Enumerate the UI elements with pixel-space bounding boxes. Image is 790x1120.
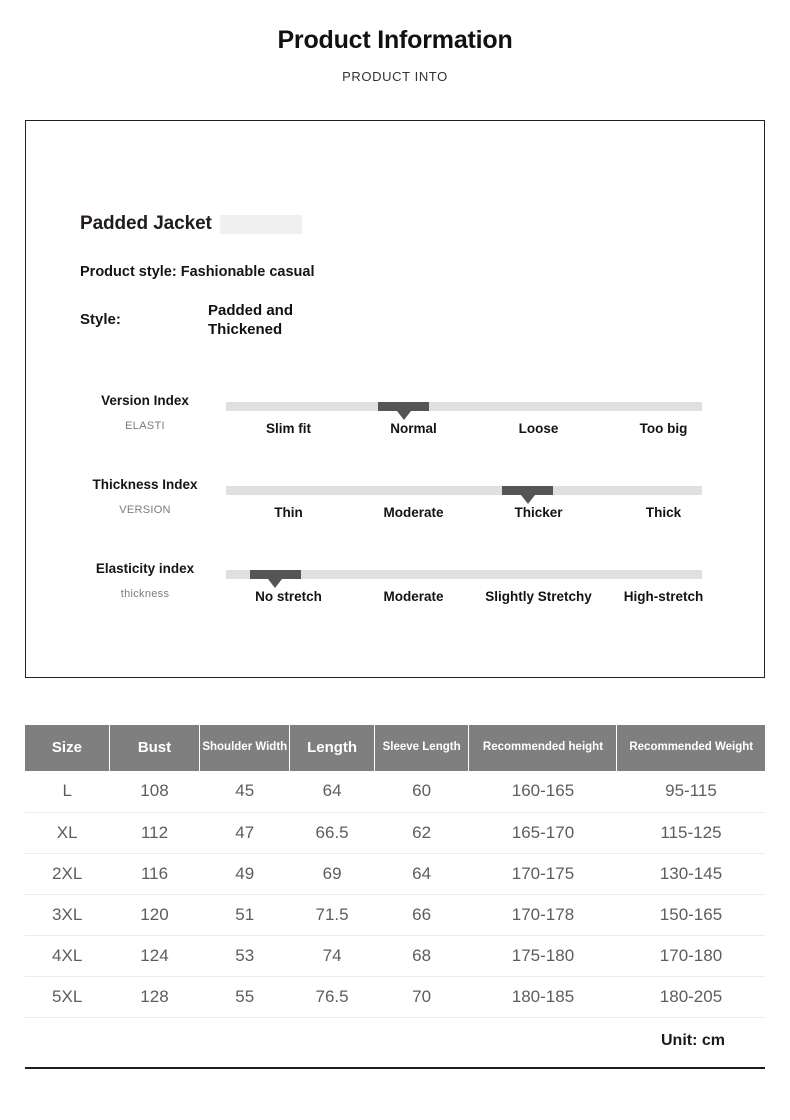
product-name-row — [80, 213, 302, 235]
table-cell: 64 — [374, 853, 469, 894]
table-cell: 62 — [374, 812, 469, 853]
index-rows — [26, 393, 764, 645]
table-cell: 128 — [109, 976, 199, 1017]
cell-size: 3XL — [25, 894, 109, 935]
size-chart-table — [25, 725, 765, 1018]
table-cell: 49 — [200, 853, 290, 894]
table-cell: 53 — [200, 935, 290, 976]
scale-label-slim-fit: Slim fit — [265, 421, 311, 436]
slider-marker-version[interactable] — [378, 402, 429, 411]
table-cell: 124 — [109, 935, 199, 976]
scale-label-normal: Normal — [390, 421, 437, 436]
slider-track-elasticity[interactable] — [226, 570, 702, 580]
scale-labels-thickness — [226, 505, 726, 522]
table-cell: 170-175 — [469, 853, 617, 894]
scale-label-slightly-stretchy: Slightly Stretchy — [485, 589, 592, 604]
table-cell: 130-145 — [617, 853, 765, 894]
table-cell: 180-185 — [469, 976, 617, 1017]
index-subtitle-thickness: VERSION — [119, 504, 171, 516]
scale-label-thicker: Thicker — [514, 505, 563, 520]
table-body — [25, 771, 765, 1017]
table-cell: 66 — [374, 894, 469, 935]
table-cell: 150-165 — [617, 894, 765, 935]
cell-size: XL — [25, 812, 109, 853]
table-cell: 47 — [200, 812, 290, 853]
index-titles-version — [56, 393, 234, 432]
table-row — [25, 771, 765, 812]
column-header-shoulder-width: Shoulder Width — [200, 725, 290, 771]
scale-labels-elasticity — [226, 589, 726, 606]
slider-marker-elasticity[interactable] — [250, 570, 301, 579]
table-row — [25, 935, 765, 976]
scale-label-thin: Thin — [274, 505, 303, 520]
scale-label-thick: Thick — [645, 505, 682, 520]
scale-label-too-big: Too big — [639, 421, 688, 436]
table-cell: 165-170 — [469, 812, 617, 853]
page-header — [0, 0, 790, 84]
product-style-line: Product style: Fashionable casual — [80, 264, 315, 280]
product-name: Padded Jacket — [80, 213, 212, 234]
index-title-version: Version Index — [101, 393, 189, 408]
scale-label-moderate-thickness: Moderate — [383, 505, 444, 520]
table-cell: 51 — [200, 894, 290, 935]
index-row-elasticity — [26, 561, 764, 645]
slider-marker-thickness[interactable] — [502, 486, 553, 495]
index-title-elasticity: Elasticity index — [95, 561, 195, 576]
table-row — [25, 976, 765, 1017]
column-header-bust: Bust — [109, 725, 199, 771]
slider-track-version[interactable] — [226, 402, 702, 412]
cell-size: 4XL — [25, 935, 109, 976]
style-label: Style: — [80, 311, 121, 328]
table-cell: 68 — [374, 935, 469, 976]
table-cell: 76.5 — [290, 976, 374, 1017]
style-row — [80, 301, 440, 339]
table-cell: 116 — [109, 853, 199, 894]
index-row-version — [26, 393, 764, 477]
table-cell: 70 — [374, 976, 469, 1017]
table-cell: 108 — [109, 771, 199, 812]
index-subtitle-version: ELASTI — [125, 420, 165, 432]
scale-label-high-stretch: High-stretch — [623, 589, 704, 604]
unit-note: Unit: cm — [661, 1032, 725, 1049]
table-cell: 45 — [200, 771, 290, 812]
table-cell: 71.5 — [290, 894, 374, 935]
table-cell: 55 — [200, 976, 290, 1017]
table-cell: 170-178 — [469, 894, 617, 935]
table-row — [25, 894, 765, 935]
column-header-sleeve-length: Sleeve Length — [374, 725, 469, 771]
table-cell: 60 — [374, 771, 469, 812]
page-subtitle: PRODUCT INTO — [342, 69, 448, 84]
index-subtitle-elasticity: thickness — [120, 588, 170, 600]
table-cell: 95-115 — [617, 771, 765, 812]
table-cell: 64 — [290, 771, 374, 812]
scale-labels-version — [226, 421, 726, 438]
style-value: Padded and Thickened — [208, 302, 294, 339]
table-row — [25, 853, 765, 894]
cell-size: L — [25, 771, 109, 812]
slider-track-thickness[interactable] — [226, 486, 702, 496]
page-title: Product Information — [277, 26, 513, 54]
cell-size: 5XL — [25, 976, 109, 1017]
column-header-length: Length — [290, 725, 374, 771]
table-cell: 120 — [109, 894, 199, 935]
product-info-card — [25, 120, 765, 678]
cell-size: 2XL — [25, 853, 109, 894]
table-cell: 112 — [109, 812, 199, 853]
index-titles-elasticity — [56, 561, 234, 600]
table-row — [25, 812, 765, 853]
name-highlight-block — [220, 215, 302, 234]
column-header-size: Size — [25, 725, 109, 771]
table-cell: 66.5 — [290, 812, 374, 853]
scale-label-no-stretch: No stretch — [255, 589, 322, 604]
column-header-recommended-weight: Recommended Weight — [617, 725, 765, 771]
index-row-thickness — [26, 477, 764, 561]
table-cell: 160-165 — [469, 771, 617, 812]
slider-track-bg-version — [226, 402, 702, 411]
scale-label-loose: Loose — [518, 421, 559, 436]
table-cell: 180-205 — [617, 976, 765, 1017]
table-cell: 69 — [290, 853, 374, 894]
scale-label-moderate-elasticity: Moderate — [383, 589, 444, 604]
index-titles-thickness — [56, 477, 234, 516]
bottom-divider — [25, 1067, 765, 1069]
table-cell: 170-180 — [617, 935, 765, 976]
table-cell: 175-180 — [469, 935, 617, 976]
table-cell: 115-125 — [617, 812, 765, 853]
column-header-recommended-height: Recommended height — [469, 725, 617, 771]
slider-track-bg-thickness — [226, 486, 702, 495]
table-header-row — [25, 725, 765, 771]
table-cell: 74 — [290, 935, 374, 976]
index-title-thickness: Thickness Index — [92, 477, 198, 492]
